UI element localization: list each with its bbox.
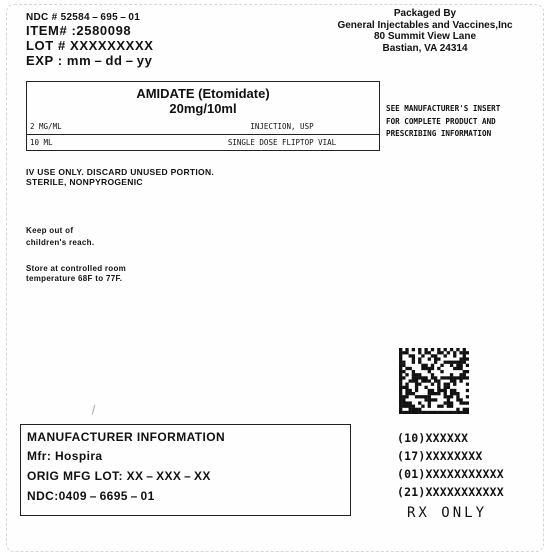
- product-strength: 20mg/10ml: [169, 101, 237, 116]
- label-header: [26, 12, 154, 68]
- dosage-form: INJECTION, USP: [250, 122, 314, 131]
- packager-address-line-2: Bastian, VA 24314: [382, 42, 468, 54]
- code-expiry: (17)XXXXXXXX: [397, 449, 483, 463]
- product-name: AMIDATE (Etomidate): [136, 86, 270, 101]
- rx-only: RX ONLY: [407, 505, 488, 521]
- manufacturer-box: [20, 424, 351, 516]
- insert-note: [386, 103, 500, 141]
- manufacturer-heading: MANUFACTURER INFORMATION: [27, 430, 226, 444]
- usage-line-2: STERILE, NONPYROGENIC: [26, 176, 143, 187]
- original-lot-number: ORIG MFG LOT: XX – XXX – XX: [27, 469, 211, 483]
- ndc-number: NDC # 52584 – 695 – 01: [26, 12, 141, 23]
- container-type: SINGLE DOSE FLIPTOP VIAL: [227, 138, 337, 147]
- manufacturer-name: Mfr: Hospira: [27, 449, 103, 463]
- barcode-codes: [397, 429, 504, 501]
- child-warning: [26, 225, 94, 248]
- storage-instructions: [26, 264, 126, 284]
- expiration-date: EXP : mm – dd – yy: [26, 53, 153, 68]
- usage-warning: [26, 168, 214, 187]
- insert-note-line-3: PRESCRIBING INFORMATION: [386, 129, 492, 138]
- packager-address-line-1: 80 Summit View Lane: [373, 31, 477, 42]
- insert-note-line-1: SEE MANUFACTURER'S INSERT: [386, 104, 501, 113]
- lot-number: LOT # XXXXXXXXX: [26, 38, 154, 53]
- item-number: ITEM# :2580098: [26, 23, 132, 38]
- packager-heading: Packaged By: [393, 8, 457, 19]
- child-warning-line-2: children's reach.: [26, 237, 95, 247]
- datamatrix-barcode: [399, 348, 469, 414]
- product-row-concentration: [27, 119, 379, 134]
- code-lot: (10)XXXXXX: [397, 431, 469, 445]
- product-row-volume: [27, 134, 379, 150]
- code-serial: (21)XXXXXXXXXXX: [397, 485, 504, 499]
- volume: 10 ML: [30, 138, 53, 147]
- storage-line-1: Store at controlled room: [26, 264, 127, 273]
- product-box: [26, 81, 380, 151]
- packager-info: [320, 8, 530, 54]
- usage-line-1: IV USE ONLY. DISCARD UNUSED PORTION.: [26, 167, 215, 177]
- child-warning-line-1: Keep out of: [26, 226, 74, 235]
- code-gtin: (01)XXXXXXXXXXX: [397, 467, 504, 481]
- packager-company: General Injectables and Vaccines,Inc: [337, 19, 513, 31]
- storage-line-2: temperature 68F to 77F.: [26, 274, 123, 283]
- insert-note-line-2: FOR COMPLETE PRODUCT AND: [386, 116, 496, 126]
- manufacturer-ndc: NDC:0409 – 6695 – 01: [27, 489, 155, 503]
- concentration: 2 MG/ML: [30, 122, 62, 131]
